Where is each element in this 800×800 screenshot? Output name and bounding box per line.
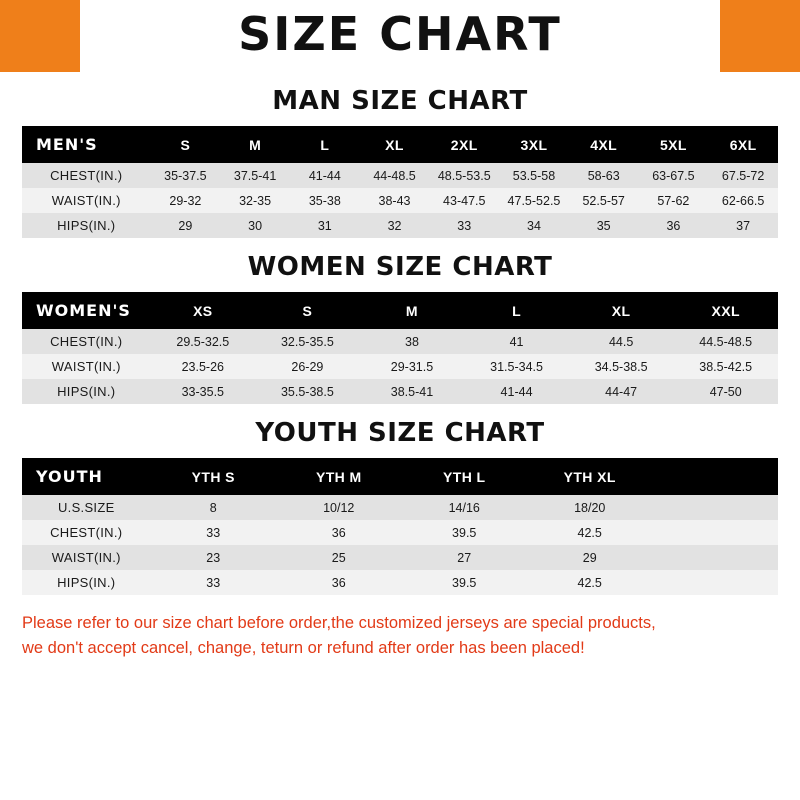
column-header: S (151, 126, 221, 163)
table-header-row (22, 292, 778, 329)
table-cell: 44.5 (569, 329, 674, 354)
table-cell: 38-43 (360, 188, 430, 213)
table-cell: 25 (276, 545, 401, 570)
table-cell: 18/20 (527, 495, 652, 520)
page-title: SIZE CHART (238, 7, 562, 61)
banner-inner (80, 0, 720, 72)
table-cell: 34.5-38.5 (569, 354, 674, 379)
section-youth (0, 418, 800, 595)
table-header-row (22, 458, 778, 495)
row-label: WAIST(IN.) (22, 545, 151, 570)
table-cell: 47-50 (673, 379, 778, 404)
table-cell: 29.5-32.5 (151, 329, 256, 354)
column-header: YOUTH (22, 458, 151, 495)
row-label: CHEST(IN.) (22, 329, 151, 354)
table-cell: 33 (429, 213, 499, 238)
disclaimer-note (22, 611, 778, 661)
table-cell (652, 545, 778, 570)
table-cell: 31 (290, 213, 360, 238)
table-cell: 30 (220, 213, 290, 238)
table-cell: 29 (151, 213, 221, 238)
table-cell: 39.5 (401, 520, 526, 545)
table-cell: 38.5-41 (360, 379, 465, 404)
table-cell (652, 495, 778, 520)
man-table-header (22, 126, 778, 163)
row-label: CHEST(IN.) (22, 520, 151, 545)
table-cell: 44-47 (569, 379, 674, 404)
row-label: HIPS(IN.) (22, 213, 151, 238)
section-title-youth: YOUTH SIZE CHART (255, 418, 545, 448)
table-row (22, 213, 778, 238)
section-women (0, 252, 800, 404)
table-cell: 44-48.5 (360, 163, 430, 188)
table-row (22, 354, 778, 379)
table-cell: 62-66.5 (708, 188, 778, 213)
row-label: WAIST(IN.) (22, 188, 151, 213)
table-cell: 41 (464, 329, 569, 354)
table-cell: 34 (499, 213, 569, 238)
table-cell: 23.5-26 (151, 354, 256, 379)
table-row (22, 379, 778, 404)
column-header: 3XL (499, 126, 569, 163)
table-cell: 14/16 (401, 495, 526, 520)
women-size-table (22, 292, 778, 404)
table-row (22, 520, 778, 545)
column-header (652, 458, 778, 495)
disclaimer-line-2: we don't accept cancel, change, teturn or refund after order has been placed! (22, 638, 585, 657)
table-cell: 53.5-58 (499, 163, 569, 188)
table-row (22, 495, 778, 520)
table-cell: 42.5 (527, 570, 652, 595)
table-cell: 36 (639, 213, 709, 238)
column-header: XS (151, 292, 256, 329)
table-cell: 36 (276, 520, 401, 545)
table-cell: 33 (151, 520, 276, 545)
women-table-header (22, 292, 778, 329)
youth-table-header (22, 458, 778, 495)
table-cell: 38 (360, 329, 465, 354)
section-title-man: MAN SIZE CHART (272, 86, 528, 116)
table-cell: 35-38 (290, 188, 360, 213)
table-cell: 10/12 (276, 495, 401, 520)
table-cell: 57-62 (639, 188, 709, 213)
column-header: 6XL (708, 126, 778, 163)
column-header: YTH S (151, 458, 276, 495)
table-cell: 38.5-42.5 (673, 354, 778, 379)
table-cell: 35.5-38.5 (255, 379, 360, 404)
table-row (22, 188, 778, 213)
table-cell: 29-31.5 (360, 354, 465, 379)
table-row (22, 545, 778, 570)
table-cell: 35-37.5 (151, 163, 221, 188)
table-cell: 26-29 (255, 354, 360, 379)
column-header: XXL (673, 292, 778, 329)
man-size-table (22, 126, 778, 238)
table-cell: 36 (276, 570, 401, 595)
table-cell: 42.5 (527, 520, 652, 545)
table-cell: 44.5-48.5 (673, 329, 778, 354)
man-table-body (22, 163, 778, 238)
table-cell: 47.5-52.5 (499, 188, 569, 213)
column-header: YTH L (401, 458, 526, 495)
table-cell: 39.5 (401, 570, 526, 595)
table-cell: 35 (569, 213, 639, 238)
column-header: YTH XL (527, 458, 652, 495)
column-header: XL (360, 126, 430, 163)
column-header: S (255, 292, 360, 329)
banner (0, 0, 800, 72)
table-cell: 29-32 (151, 188, 221, 213)
table-cell: 41-44 (464, 379, 569, 404)
column-header: L (290, 126, 360, 163)
section-man (0, 86, 800, 238)
table-cell: 67.5-72 (708, 163, 778, 188)
youth-table-body (22, 495, 778, 595)
table-cell: 33-35.5 (151, 379, 256, 404)
table-cell: 32-35 (220, 188, 290, 213)
table-cell: 8 (151, 495, 276, 520)
table-cell: 48.5-53.5 (429, 163, 499, 188)
table-cell: 37.5-41 (220, 163, 290, 188)
disclaimer-line-1: Please refer to our size chart before order,the customized jerseys are special products, (22, 614, 656, 632)
table-cell: 58-63 (569, 163, 639, 188)
table-cell: 52.5-57 (569, 188, 639, 213)
column-header: WOMEN'S (22, 292, 151, 329)
column-header: MEN'S (22, 126, 151, 163)
row-label: U.S.SIZE (22, 495, 151, 520)
youth-size-table (22, 458, 778, 595)
column-header: L (464, 292, 569, 329)
table-cell: 32 (360, 213, 430, 238)
table-cell: 37 (708, 213, 778, 238)
table-cell: 41-44 (290, 163, 360, 188)
column-header: M (360, 292, 465, 329)
row-label: HIPS(IN.) (22, 379, 151, 404)
column-header: 2XL (429, 126, 499, 163)
column-header: 5XL (639, 126, 709, 163)
table-row (22, 329, 778, 354)
row-label: HIPS(IN.) (22, 570, 151, 595)
table-row (22, 163, 778, 188)
table-cell: 33 (151, 570, 276, 595)
table-cell: 29 (527, 545, 652, 570)
row-label: WAIST(IN.) (22, 354, 151, 379)
table-cell (652, 570, 778, 595)
section-title-women: WOMEN SIZE CHART (247, 252, 553, 282)
table-header-row (22, 126, 778, 163)
table-cell: 23 (151, 545, 276, 570)
table-row (22, 570, 778, 595)
women-table-body (22, 329, 778, 404)
column-header: M (220, 126, 290, 163)
table-cell: 27 (401, 545, 526, 570)
row-label: CHEST(IN.) (22, 163, 151, 188)
table-cell: 31.5-34.5 (464, 354, 569, 379)
table-cell: 43-47.5 (429, 188, 499, 213)
column-header: YTH M (276, 458, 401, 495)
column-header: 4XL (569, 126, 639, 163)
column-header: XL (569, 292, 674, 329)
table-cell: 32.5-35.5 (255, 329, 360, 354)
table-cell (652, 520, 778, 545)
table-cell: 63-67.5 (639, 163, 709, 188)
